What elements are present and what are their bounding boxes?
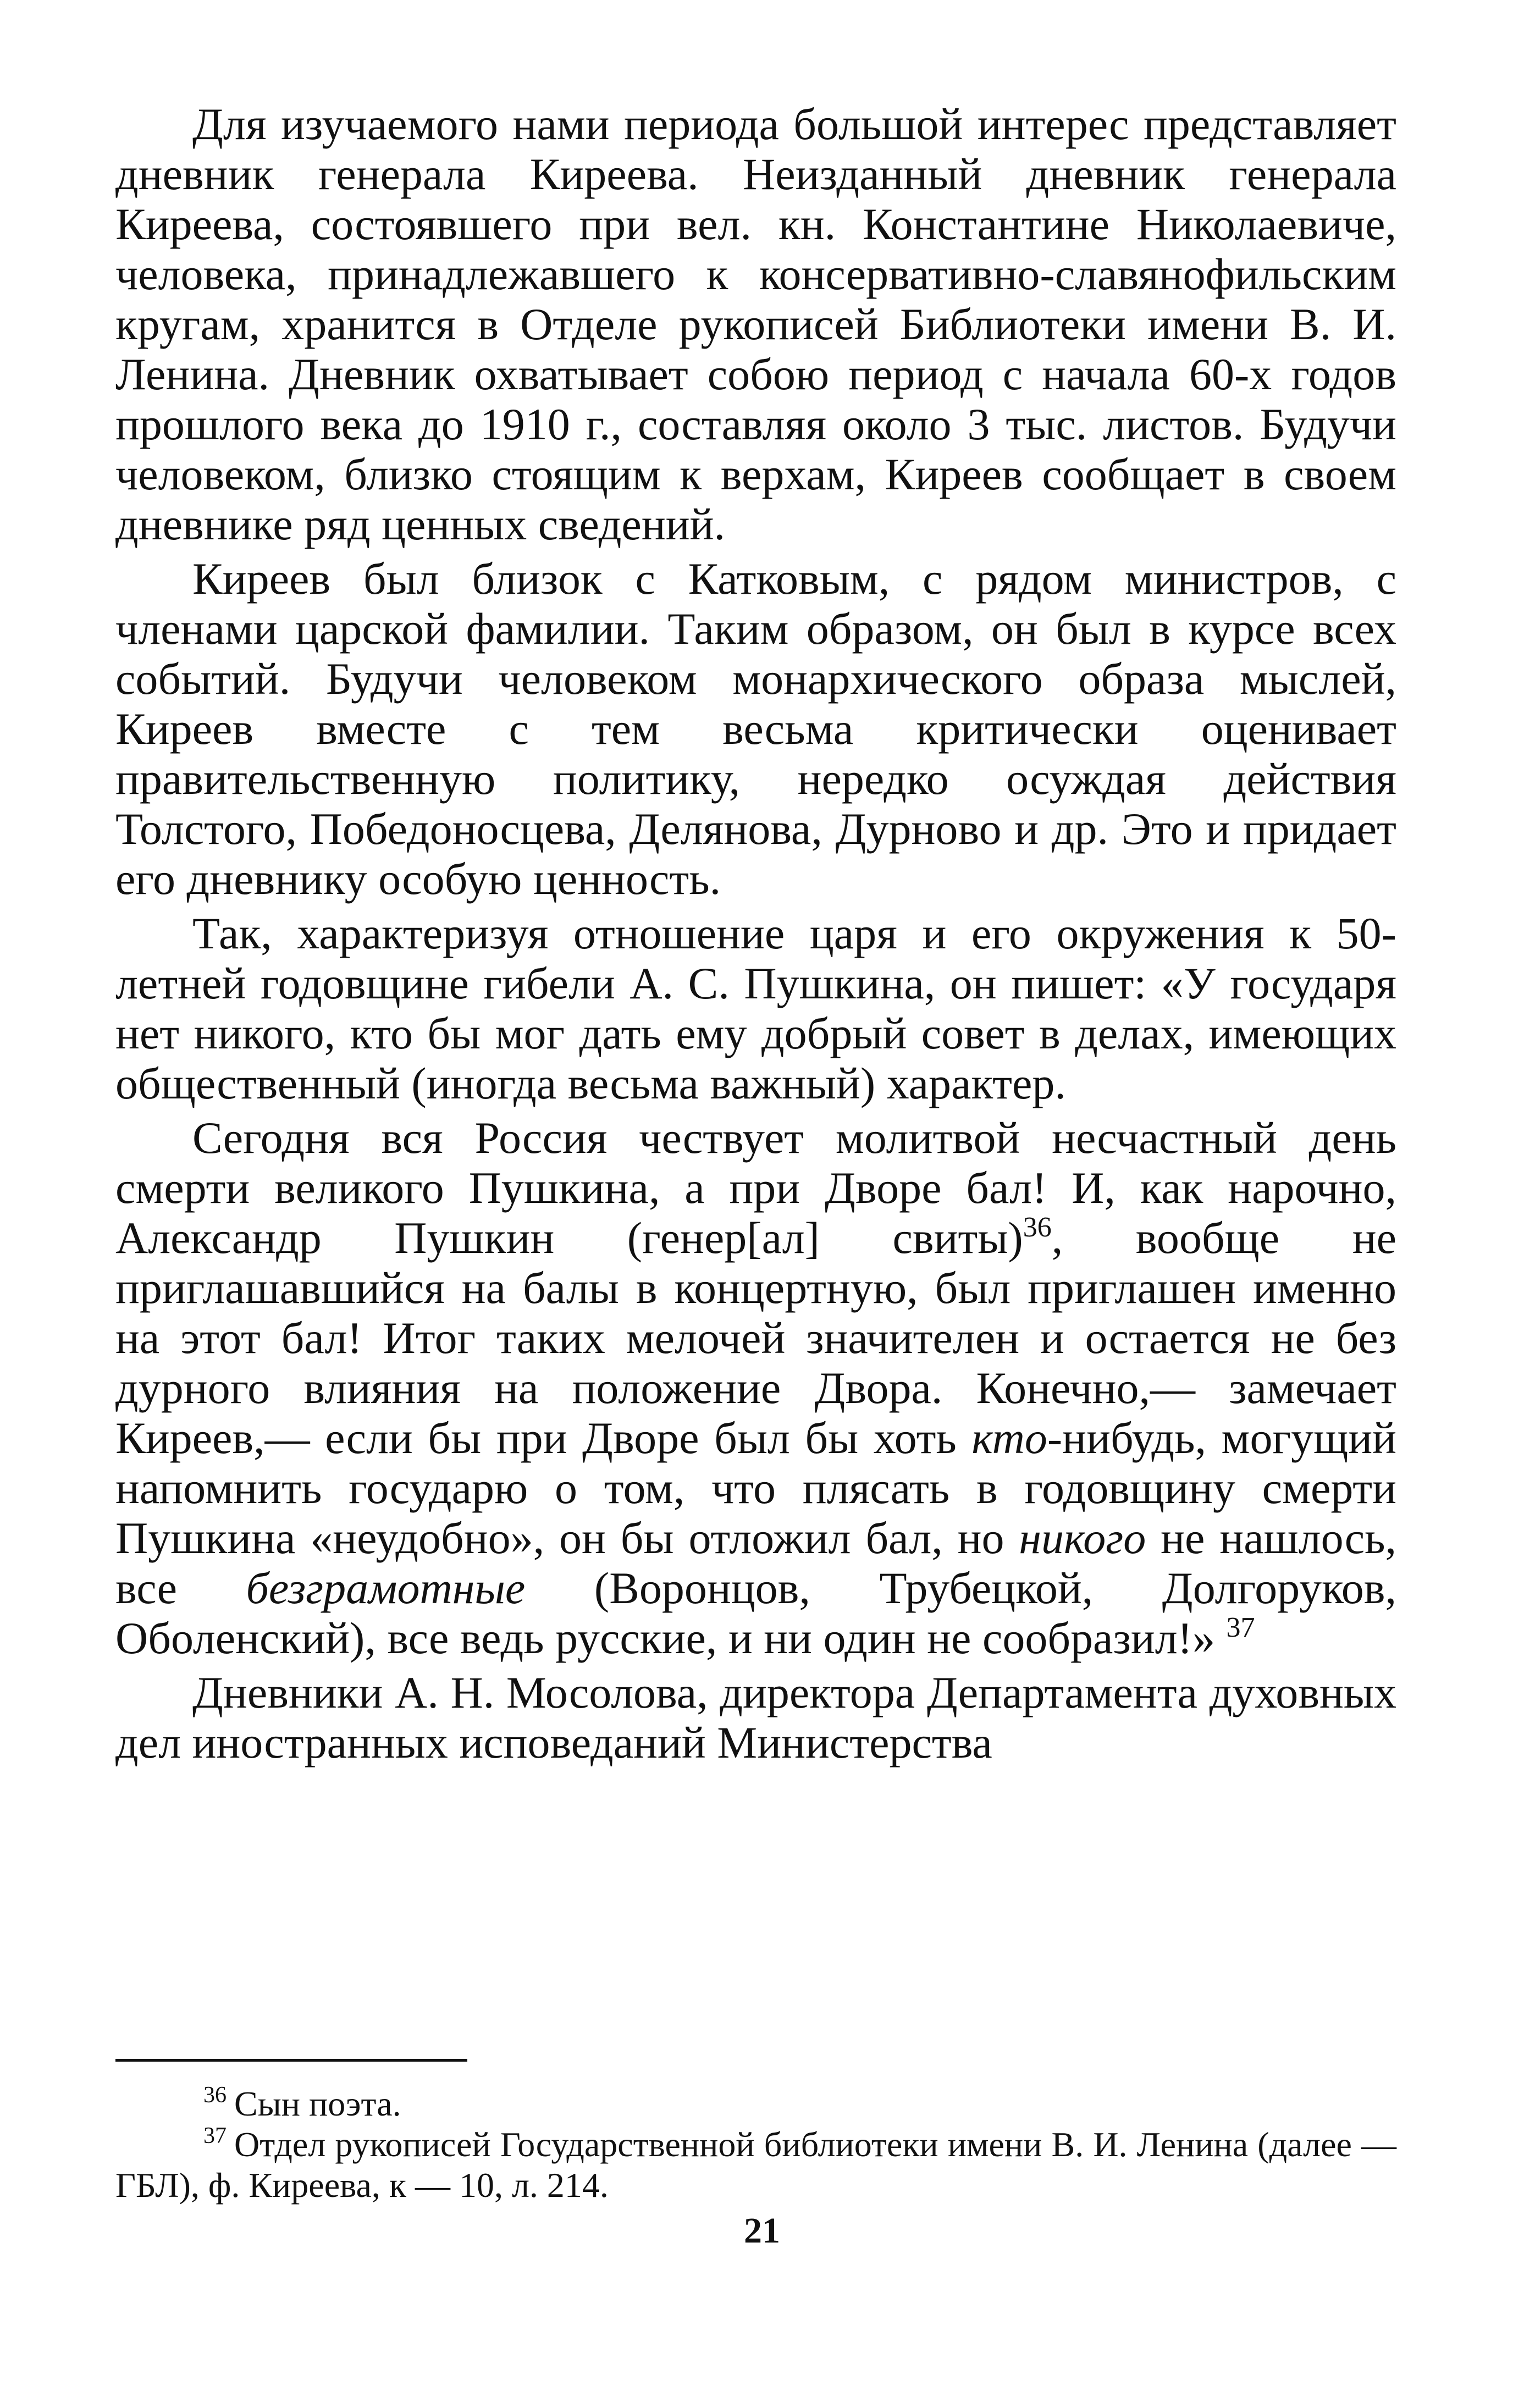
paragraph-2: Киреев был близок с Катковым, с рядом министров, с членами царской фамилии. Таким образом, он был в курсе всех событий. Будучи человеком монархического образа мыслей, Киреев вместе с тем весьма критически оценивает правительственную политику, нередко осуждая действия Толстого, Победоносцева, Делянова, Дурново и др. Это и придает его дневнику особую ценность. (115, 554, 1396, 904)
quote-text-5: (Воронцов, Трубецкой, Долгоруков, Оболенский), все ведь русские, и ни один не сообразил!» (115, 1563, 1396, 1663)
footnote-number: 36 (203, 2083, 227, 2108)
quote-text-1: Сегодня вся Россия чествует молитвой несчастный день смерти великого Пушкина, а при Дворе бал! И, как нарочно, Александр Пушкин (генер[ал] свиты) (115, 1113, 1396, 1263)
footnote-37 (115, 2124, 1396, 2206)
page-number: 21 (744, 2211, 780, 2251)
footnote-text: Сын поэта. (234, 2084, 401, 2123)
main-text (115, 99, 1396, 1772)
paragraph-3: Так, характеризуя отношение царя и его окружения к 50-летней годовщине гибели А. С. Пушкина, он пишет: «У государя нет никого, кто бы мог дать ему добрый совет в делах, имеющих общественный (иногда весьма важный) характер. (115, 908, 1396, 1108)
footnote-divider (115, 2059, 467, 2062)
footnote-ref-36[interactable]: 36 (1023, 1212, 1052, 1243)
footnote-number: 37 (203, 2123, 227, 2149)
quote-text-3: -нибудь, могущий напомнить государю о том, что плясать в годовщину смерти Пушкина «неудобно», он бы отложил бал, но (115, 1413, 1396, 1563)
quote-emphasis-2: никого (1019, 1513, 1146, 1563)
quote-text-4: не нашлось, все (115, 1513, 1397, 1613)
quote-text-2: , вообще не приглашавшийся на балы в концертную, был приглашен именно на этот бал! Итог таких мелочей значителен и остается не без дурного влияния на положение Двора. Конечно,— замечает Киреев,— если бы при Дворе был бы хоть (115, 1213, 1396, 1463)
footnote-36 (115, 2084, 1396, 2124)
paragraph-1: Для изучаемого нами периода большой интерес представляет дневник генерала Киреева. Неизданный дневник генерала Киреева, состоявшего при вел. кн. Константине Николаевиче, человека, принадлежавшего к консервативно-славянофильским кругам, хранится в Отделе рукописей Библиотеки имени В. И. Ленина. Дневник охватывает собою период с начала 60-х годов прошлого века до 1910 г., составляя около 3 тыс. листов. Будучи человеком, близко стоящим к верхам, Киреев сообщает в своем дневнике ряд ценных сведений. (115, 99, 1396, 549)
paragraph-5: Дневники А. Н. Мосолова, директора Департамента духовных дел иностранных исповеданий Министерства (115, 1667, 1396, 1768)
footnote-ref-37[interactable]: 37 (1226, 1612, 1255, 1643)
footnote-text: Отдел рукописей Государственной библиотеки имени В. И. Ленина (далее — ГБЛ), ф. Киреева, к — 10, л. 214. (115, 2125, 1396, 2205)
quote-emphasis-3: безграмотные (246, 1563, 526, 1613)
paragraph-4-quote (115, 1113, 1396, 1663)
quote-emphasis-1: кто (971, 1413, 1047, 1463)
footnotes (115, 2084, 1396, 2206)
